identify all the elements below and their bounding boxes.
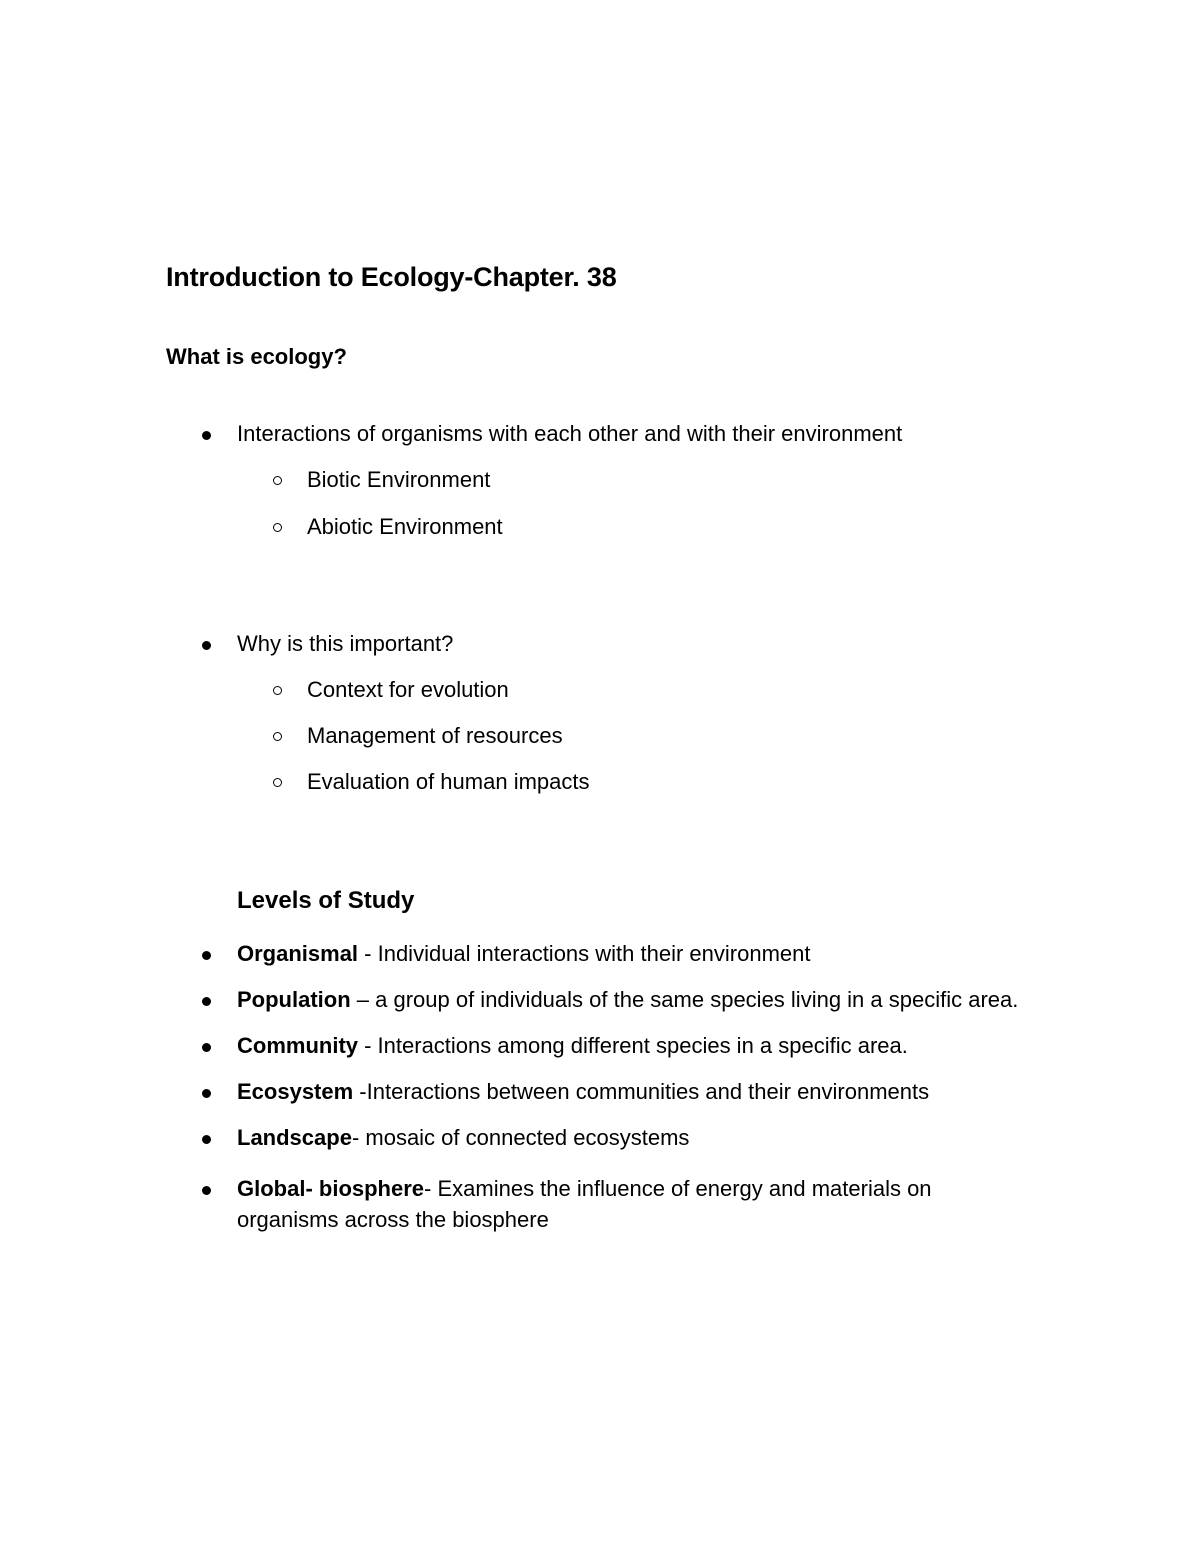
level-definition: – a group of individuals of the same species living in a specific area.	[350, 987, 1019, 1012]
level-item	[237, 1123, 689, 1153]
sub-list-item: Evaluation of human impacts	[307, 769, 590, 794]
sub-bullet-icon	[273, 476, 282, 485]
level-item	[237, 1077, 929, 1107]
level-term: Ecosystem	[237, 1079, 354, 1104]
bullet-icon	[202, 641, 211, 650]
level-definition: - Interactions among different species in a specific area.	[358, 1033, 908, 1058]
level-term: Community	[237, 1033, 358, 1058]
bullet-icon	[202, 1186, 211, 1195]
level-item	[237, 1174, 932, 1204]
list-item: Interactions of organisms with each other and with their environment	[237, 421, 903, 446]
sub-bullet-icon	[273, 732, 282, 741]
page-title: Introduction to Ecology-Chapter. 38	[166, 262, 617, 292]
bullet-icon	[202, 1043, 211, 1052]
level-term: Landscape	[237, 1125, 352, 1150]
level-definition: -Interactions between communities and their environments	[353, 1079, 930, 1104]
level-definition: - Individual interactions with their environment	[358, 941, 811, 966]
level-item-continuation: organisms across the biosphere	[237, 1207, 549, 1232]
level-definition: - mosaic of connected ecosystems	[351, 1125, 690, 1150]
level-definition: - Examines the influence of energy and materials on	[424, 1176, 932, 1201]
level-term: Global- biosphere	[237, 1176, 425, 1201]
bullet-icon	[202, 1135, 211, 1144]
level-term: Population	[237, 987, 351, 1012]
sub-list-item: Management of resources	[307, 723, 563, 748]
level-item	[237, 1031, 908, 1061]
list-item: Why is this important?	[237, 631, 454, 656]
sub-list-item: Abiotic Environment	[307, 514, 503, 539]
level-item	[237, 985, 1018, 1015]
sub-bullet-icon	[273, 523, 282, 532]
levels-heading: Levels of Study	[237, 887, 415, 914]
sub-list-item: Context for evolution	[307, 677, 509, 702]
level-term: Organismal	[237, 941, 359, 966]
bullet-icon	[202, 1089, 211, 1098]
section-heading: What is ecology?	[166, 344, 347, 369]
sub-bullet-icon	[273, 778, 282, 787]
bullet-icon	[202, 997, 211, 1006]
bullet-icon	[202, 951, 211, 960]
bullet-icon	[202, 431, 211, 440]
sub-bullet-icon	[273, 686, 282, 695]
sub-list-item: Biotic Environment	[307, 467, 491, 492]
level-item	[237, 939, 811, 969]
